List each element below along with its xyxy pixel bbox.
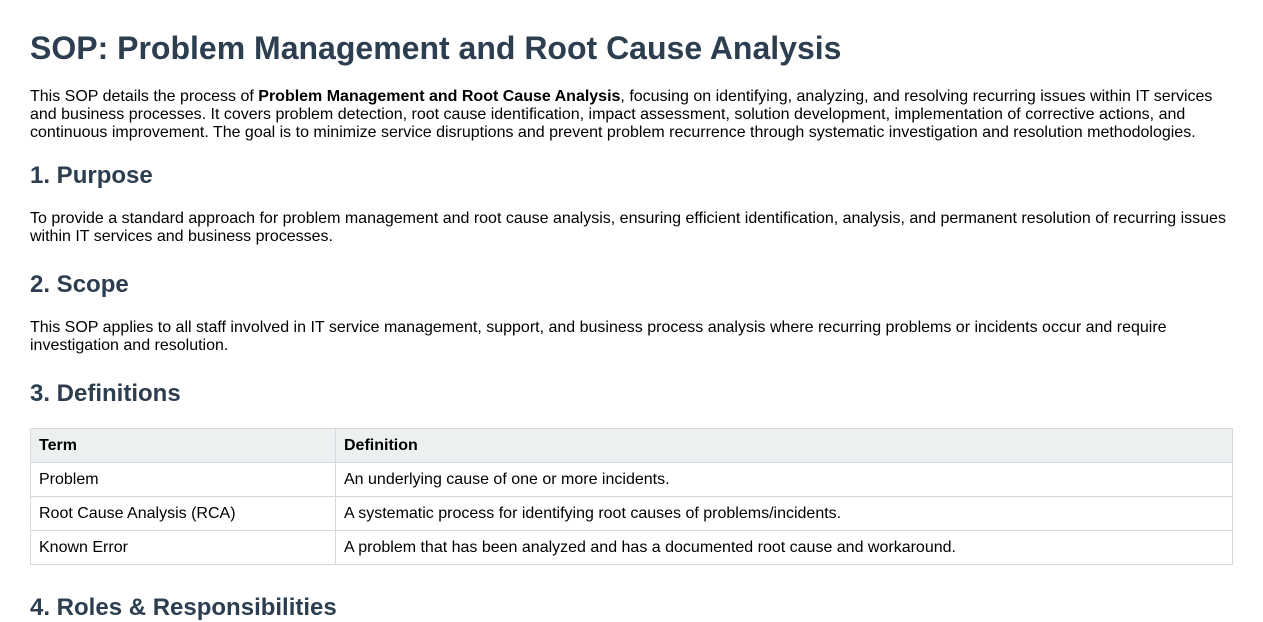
scope-paragraph: This SOP applies to all staff involved in IT service management, support, and business process analysis where recurring problems or incidents occur and require investigation and resolution. <box>30 319 1167 354</box>
table-row <box>31 463 1233 497</box>
section-heading-roles: 4. Roles & Responsibilities <box>30 594 337 621</box>
table-header-term: Term <box>31 429 336 463</box>
purpose-paragraph: To provide a standard approach for problem management and root cause analysis, ensuring efficient identification, analysis, and permanent resolution of recurring issues within IT services and business processes. <box>30 210 1226 245</box>
intro-text-before: This SOP details the process of <box>30 88 259 105</box>
table-header-definition: Definition <box>336 429 1233 463</box>
intro-text-after: , focusing on identifying, analyzing, and resolving recurring issues within IT services and business processes. It covers problem detection, root cause identification, impact assessment, solution development, implementation of corrective actions, and continuous improvement. The goal is to minimize service disruptions and prevent problem recurrence through systematic investigation and resolution methodologies. <box>30 88 1213 141</box>
term-cell: Known Error <box>31 531 336 565</box>
section-heading-purpose: 1. Purpose <box>30 162 153 189</box>
definition-cell: An underlying cause of one or more incidents. <box>336 463 1233 497</box>
page-title: SOP: Problem Management and Root Cause Analysis <box>30 30 842 66</box>
table-row <box>31 531 1233 565</box>
definitions-table <box>30 428 1233 565</box>
intro-paragraph <box>30 88 1233 142</box>
intro-emphasis: Problem Management and Root Cause Analysis <box>258 88 621 105</box>
table-header-row <box>31 429 1233 463</box>
section-heading-scope: 2. Scope <box>30 271 129 298</box>
definition-cell: A problem that has been analyzed and has a documented root cause and workaround. <box>336 531 1233 565</box>
table-row <box>31 497 1233 531</box>
term-cell: Problem <box>31 463 336 497</box>
term-cell: Root Cause Analysis (RCA) <box>31 497 336 531</box>
definition-cell: A systematic process for identifying root causes of problems/incidents. <box>336 497 1233 531</box>
section-heading-definitions: 3. Definitions <box>30 380 181 407</box>
